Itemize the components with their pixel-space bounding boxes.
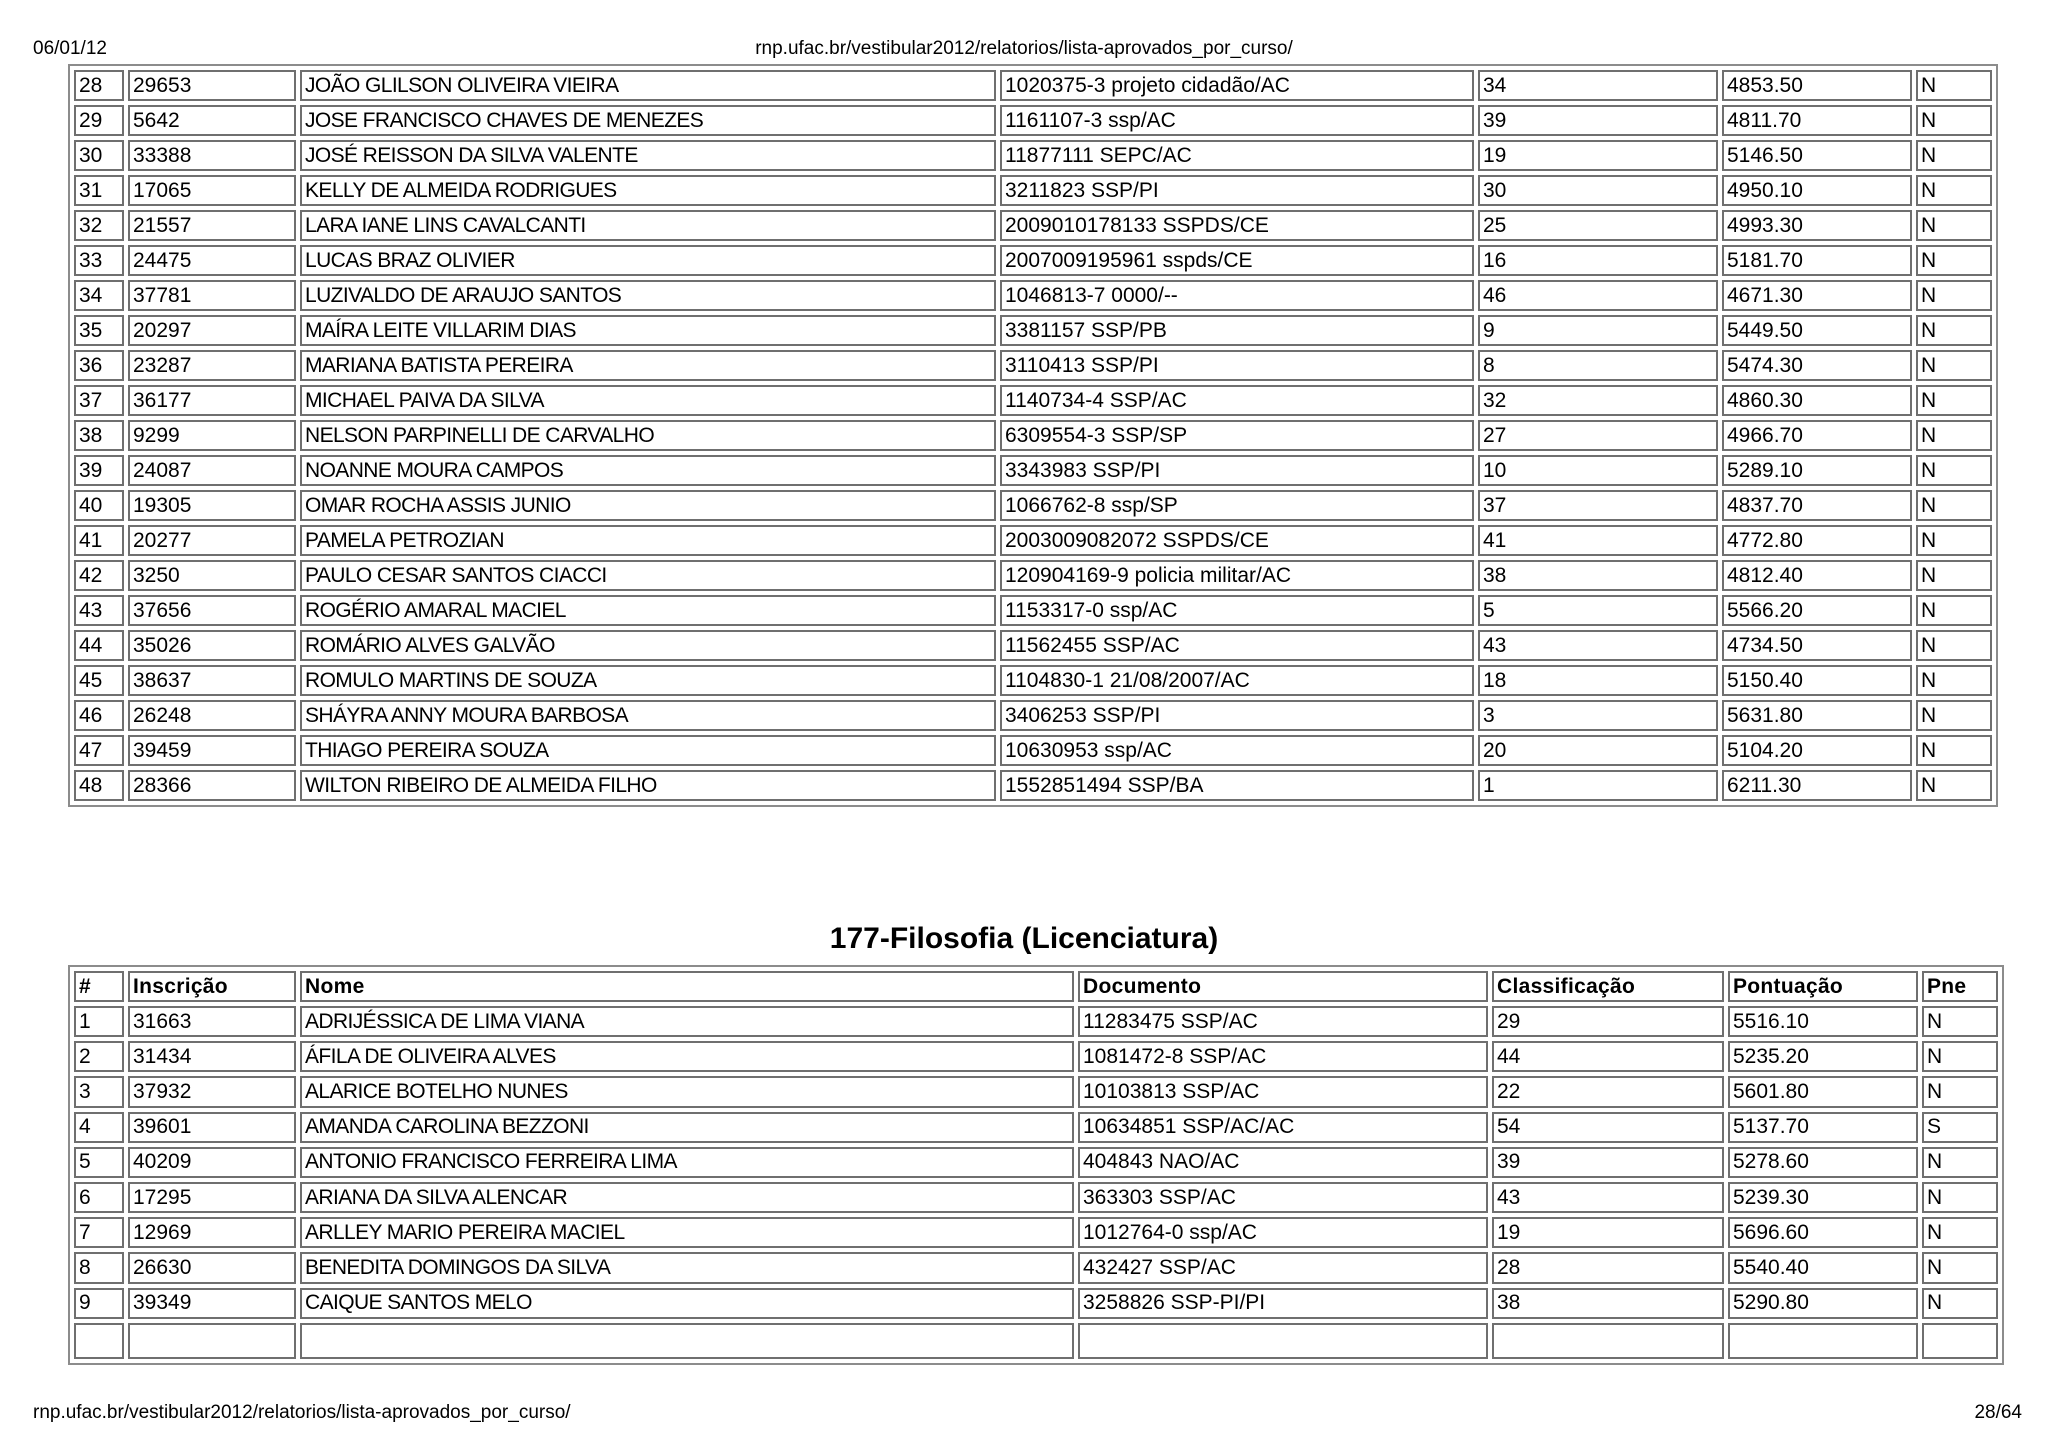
cell-classificacao: 30 <box>1478 175 1718 206</box>
cell-pontuacao: 5278.60 <box>1728 1147 1918 1178</box>
cell-pne: N <box>1922 1041 1998 1072</box>
cell-classificacao: 3 <box>1478 700 1718 731</box>
table-row <box>74 140 1992 171</box>
cell-number: 28 <box>74 70 124 101</box>
cell-documento: 2007009195961 sspds/CE <box>1000 245 1474 276</box>
cell-pne: N <box>1916 140 1992 171</box>
cell-pontuacao: 4966.70 <box>1722 420 1912 451</box>
cell-documento: 1012764-0 ssp/AC <box>1078 1217 1488 1248</box>
cell-pne: N <box>1916 595 1992 626</box>
cell-pne: N <box>1916 525 1992 556</box>
col-header-inscricao: Inscrição <box>128 971 296 1002</box>
cell-pontuacao: 5289.10 <box>1722 455 1912 486</box>
table-row <box>74 560 1992 591</box>
col-header-nome: Nome <box>300 971 1074 1002</box>
table-row <box>74 455 1992 486</box>
cell-pne <box>1922 1323 1998 1359</box>
cell-pontuacao: 4671.30 <box>1722 280 1912 311</box>
cell-nome: NELSON PARPINELLI DE CARVALHO <box>300 420 996 451</box>
cell-classificacao: 27 <box>1478 420 1718 451</box>
cell-nome: KELLY DE ALMEIDA RODRIGUES <box>300 175 996 206</box>
cell-documento: 3258826 SSP-PI/PI <box>1078 1288 1488 1319</box>
cell-classificacao: 16 <box>1478 245 1718 276</box>
cell-number: 47 <box>74 735 124 766</box>
cell-classificacao: 9 <box>1478 315 1718 346</box>
cell-pne: S <box>1922 1112 1998 1143</box>
cell-pontuacao: 5449.50 <box>1722 315 1912 346</box>
cell-pne: N <box>1916 665 1992 696</box>
cell-number <box>74 1323 124 1359</box>
cell-classificacao: 37 <box>1478 490 1718 521</box>
cell-classificacao: 10 <box>1478 455 1718 486</box>
cell-pne: N <box>1922 1006 1998 1037</box>
table-row <box>74 70 1992 101</box>
table-row <box>74 770 1992 801</box>
table-row <box>74 665 1992 696</box>
cell-pne: N <box>1916 420 1992 451</box>
cell-nome: ÁFILA DE OLIVEIRA ALVES <box>300 1041 1074 1072</box>
cell-inscricao: 12969 <box>128 1217 296 1248</box>
cell-documento: 1066762-8 ssp/SP <box>1000 490 1474 521</box>
cell-classificacao: 18 <box>1478 665 1718 696</box>
cell-inscricao: 20277 <box>128 525 296 556</box>
cell-inscricao: 31663 <box>128 1006 296 1037</box>
table-row <box>74 385 1992 416</box>
cell-number: 43 <box>74 595 124 626</box>
cell-inscricao: 35026 <box>128 630 296 661</box>
cell-inscricao <box>128 1323 296 1359</box>
cell-pne: N <box>1916 70 1992 101</box>
cell-classificacao: 5 <box>1478 595 1718 626</box>
table-row <box>74 420 1992 451</box>
cell-documento: 1020375-3 projeto cidadão/AC <box>1000 70 1474 101</box>
table-row <box>74 210 1992 241</box>
cell-inscricao: 33388 <box>128 140 296 171</box>
cell-pne: N <box>1916 315 1992 346</box>
table-row <box>74 105 1992 136</box>
cell-inscricao: 37781 <box>128 280 296 311</box>
cell-classificacao: 54 <box>1492 1112 1724 1143</box>
table-row <box>74 315 1992 346</box>
results-table-body <box>74 70 1992 801</box>
cell-inscricao: 38637 <box>128 665 296 696</box>
table-row <box>74 1006 1998 1037</box>
cell-nome: MICHAEL PAIVA DA SILVA <box>300 385 996 416</box>
cell-nome: THIAGO PEREIRA SOUZA <box>300 735 996 766</box>
cell-pontuacao: 5474.30 <box>1722 350 1912 381</box>
table-row <box>74 245 1992 276</box>
cell-number: 1 <box>74 1006 124 1037</box>
cell-pontuacao: 4993.30 <box>1722 210 1912 241</box>
cell-number: 7 <box>74 1217 124 1248</box>
cell-number: 4 <box>74 1112 124 1143</box>
cell-classificacao: 38 <box>1478 560 1718 591</box>
cell-documento: 1104830-1 21/08/2007/AC <box>1000 665 1474 696</box>
table-row <box>74 525 1992 556</box>
cell-classificacao: 1 <box>1478 770 1718 801</box>
cell-documento: 1153317-0 ssp/AC <box>1000 595 1474 626</box>
cell-nome: LUZIVALDO DE ARAUJO SANTOS <box>300 280 996 311</box>
cell-nome: CAIQUE SANTOS MELO <box>300 1288 1074 1319</box>
cell-nome: WILTON RIBEIRO DE ALMEIDA FILHO <box>300 770 996 801</box>
cell-pontuacao: 4734.50 <box>1722 630 1912 661</box>
results-table-filosofia <box>68 965 2004 1365</box>
table-header-row <box>74 971 1998 1002</box>
cell-number: 29 <box>74 105 124 136</box>
col-header-pne: Pne <box>1922 971 1998 1002</box>
cell-pontuacao: 6211.30 <box>1722 770 1912 801</box>
cell-classificacao: 43 <box>1492 1182 1724 1213</box>
cell-number: 6 <box>74 1182 124 1213</box>
cell-classificacao: 39 <box>1492 1147 1724 1178</box>
cell-classificacao: 41 <box>1478 525 1718 556</box>
cell-pne: N <box>1916 770 1992 801</box>
cell-documento: 1140734-4 SSP/AC <box>1000 385 1474 416</box>
cell-documento: 1552851494 SSP/BA <box>1000 770 1474 801</box>
cell-inscricao: 23287 <box>128 350 296 381</box>
table-row <box>74 1112 1998 1143</box>
cell-pontuacao: 5150.40 <box>1722 665 1912 696</box>
cell-number: 31 <box>74 175 124 206</box>
cell-pne: N <box>1916 700 1992 731</box>
cell-pne: N <box>1916 560 1992 591</box>
cell-pontuacao: 4853.50 <box>1722 70 1912 101</box>
col-header-documento: Documento <box>1078 971 1488 1002</box>
cell-inscricao: 21557 <box>128 210 296 241</box>
cell-pontuacao: 4811.70 <box>1722 105 1912 136</box>
cell-classificacao: 39 <box>1478 105 1718 136</box>
cell-inscricao: 24475 <box>128 245 296 276</box>
cell-number: 44 <box>74 630 124 661</box>
cell-inscricao: 39459 <box>128 735 296 766</box>
cell-inscricao: 9299 <box>128 420 296 451</box>
cell-inscricao: 39349 <box>128 1288 296 1319</box>
table-row <box>74 1076 1998 1107</box>
cell-classificacao <box>1492 1323 1724 1359</box>
cell-inscricao: 20297 <box>128 315 296 346</box>
cell-nome: ROMÁRIO ALVES GALVÃO <box>300 630 996 661</box>
cell-nome: NOANNE MOURA CAMPOS <box>300 455 996 486</box>
cell-number: 32 <box>74 210 124 241</box>
cell-nome: AMANDA CAROLINA BEZZONI <box>300 1112 1074 1143</box>
cell-number: 40 <box>74 490 124 521</box>
col-header-classificacao: Classificação <box>1492 971 1724 1002</box>
cell-pne: N <box>1922 1147 1998 1178</box>
cell-nome: SHÁYRA ANNY MOURA BARBOSA <box>300 700 996 731</box>
cell-nome: ARIANA DA SILVA ALENCAR <box>300 1182 1074 1213</box>
cell-pontuacao: 5146.50 <box>1722 140 1912 171</box>
cell-number: 36 <box>74 350 124 381</box>
cell-pne: N <box>1916 175 1992 206</box>
cell-inscricao: 29653 <box>128 70 296 101</box>
cell-classificacao: 29 <box>1492 1006 1724 1037</box>
table-row <box>74 630 1992 661</box>
cell-nome <box>300 1323 1074 1359</box>
cell-number: 42 <box>74 560 124 591</box>
cell-pne: N <box>1922 1288 1998 1319</box>
cell-pontuacao: 5137.70 <box>1728 1112 1918 1143</box>
cell-nome: LUCAS BRAZ OLIVIER <box>300 245 996 276</box>
table-row <box>74 1323 1998 1359</box>
cell-classificacao: 43 <box>1478 630 1718 661</box>
cell-inscricao: 26248 <box>128 700 296 731</box>
cell-inscricao: 39601 <box>128 1112 296 1143</box>
table-row <box>74 490 1992 521</box>
cell-classificacao: 8 <box>1478 350 1718 381</box>
page-header-url: rnp.ufac.br/vestibular2012/relatorios/lista-aprovados_por_curso/ <box>755 38 1293 59</box>
cell-pontuacao: 4772.80 <box>1722 525 1912 556</box>
cell-documento: 3211823 SSP/PI <box>1000 175 1474 206</box>
cell-nome: ROMULO MARTINS DE SOUZA <box>300 665 996 696</box>
cell-pontuacao: 4860.30 <box>1722 385 1912 416</box>
cell-number: 30 <box>74 140 124 171</box>
cell-nome: LARA IANE LINS CAVALCANTI <box>300 210 996 241</box>
table-row <box>74 1041 1998 1072</box>
cell-documento: 11877111 SEPC/AC <box>1000 140 1474 171</box>
cell-number: 5 <box>74 1147 124 1178</box>
cell-number: 41 <box>74 525 124 556</box>
cell-number: 38 <box>74 420 124 451</box>
cell-documento: 11283475 SSP/AC <box>1078 1006 1488 1037</box>
results-table-body <box>74 1006 1998 1359</box>
cell-number: 34 <box>74 280 124 311</box>
cell-pontuacao: 4950.10 <box>1722 175 1912 206</box>
cell-number: 45 <box>74 665 124 696</box>
cell-inscricao: 31434 <box>128 1041 296 1072</box>
cell-inscricao: 28366 <box>128 770 296 801</box>
cell-inscricao: 40209 <box>128 1147 296 1178</box>
cell-documento: 1081472-8 SSP/AC <box>1078 1041 1488 1072</box>
cell-classificacao: 19 <box>1478 140 1718 171</box>
cell-pontuacao: 5516.10 <box>1728 1006 1918 1037</box>
cell-nome: PAULO CESAR SANTOS CIACCI <box>300 560 996 591</box>
cell-pontuacao: 5631.80 <box>1722 700 1912 731</box>
cell-pne: N <box>1916 280 1992 311</box>
cell-nome: JOSÉ REISSON DA SILVA VALENTE <box>300 140 996 171</box>
cell-pontuacao: 5104.20 <box>1722 735 1912 766</box>
cell-documento <box>1078 1323 1488 1359</box>
cell-pne: N <box>1916 245 1992 276</box>
page-header-date: 06/01/12 <box>33 38 107 59</box>
cell-inscricao: 37932 <box>128 1076 296 1107</box>
cell-pne: N <box>1922 1252 1998 1283</box>
cell-pontuacao: 5235.20 <box>1728 1041 1918 1072</box>
cell-classificacao: 19 <box>1492 1217 1724 1248</box>
table-row <box>74 350 1992 381</box>
cell-inscricao: 36177 <box>128 385 296 416</box>
cell-nome: ALARICE BOTELHO NUNES <box>300 1076 1074 1107</box>
cell-pne: N <box>1916 350 1992 381</box>
cell-documento: 3381157 SSP/PB <box>1000 315 1474 346</box>
page-number: 28/64 <box>1974 1402 2022 1423</box>
cell-pne: N <box>1922 1182 1998 1213</box>
cell-pontuacao: 5601.80 <box>1728 1076 1918 1107</box>
cell-nome: BENEDITA DOMINGOS DA SILVA <box>300 1252 1074 1283</box>
cell-documento: 1161107-3 ssp/AC <box>1000 105 1474 136</box>
cell-documento: 10634851 SSP/AC/AC <box>1078 1112 1488 1143</box>
page-footer-url: rnp.ufac.br/vestibular2012/relatorios/lista-aprovados_por_curso/ <box>33 1402 571 1423</box>
cell-inscricao: 19305 <box>128 490 296 521</box>
cell-number: 46 <box>74 700 124 731</box>
cell-pontuacao: 5566.20 <box>1722 595 1912 626</box>
cell-nome: MARIANA BATISTA PEREIRA <box>300 350 996 381</box>
cell-classificacao: 32 <box>1478 385 1718 416</box>
cell-pontuacao: 5239.30 <box>1728 1182 1918 1213</box>
cell-nome: ADRIJÉSSICA DE LIMA VIANA <box>300 1006 1074 1037</box>
cell-documento: 6309554-3 SSP/SP <box>1000 420 1474 451</box>
cell-pne: N <box>1922 1076 1998 1107</box>
cell-documento: 2003009082072 SSPDS/CE <box>1000 525 1474 556</box>
cell-nome: JOÃO GLILSON OLIVEIRA VIEIRA <box>300 70 996 101</box>
cell-nome: ROGÉRIO AMARAL MACIEL <box>300 595 996 626</box>
cell-nome: ARLLEY MARIO PEREIRA MACIEL <box>300 1217 1074 1248</box>
cell-pne: N <box>1916 630 1992 661</box>
cell-inscricao: 37656 <box>128 595 296 626</box>
cell-pne: N <box>1916 490 1992 521</box>
cell-documento: 10630953 ssp/AC <box>1000 735 1474 766</box>
cell-nome: OMAR ROCHA ASSIS JUNIO <box>300 490 996 521</box>
cell-pontuacao: 5290.80 <box>1728 1288 1918 1319</box>
table-row <box>74 1147 1998 1178</box>
results-table-previous-course <box>68 64 1998 807</box>
col-header-number: # <box>74 971 124 1002</box>
cell-classificacao: 38 <box>1492 1288 1724 1319</box>
cell-documento: 432427 SSP/AC <box>1078 1252 1488 1283</box>
table-row <box>74 1217 1998 1248</box>
cell-pontuacao: 4837.70 <box>1722 490 1912 521</box>
cell-classificacao: 22 <box>1492 1076 1724 1107</box>
cell-classificacao: 46 <box>1478 280 1718 311</box>
table-row <box>74 1252 1998 1283</box>
cell-number: 2 <box>74 1041 124 1072</box>
cell-classificacao: 34 <box>1478 70 1718 101</box>
cell-documento: 10103813 SSP/AC <box>1078 1076 1488 1107</box>
cell-inscricao: 26630 <box>128 1252 296 1283</box>
table-row <box>74 175 1992 206</box>
cell-pne: N <box>1916 210 1992 241</box>
cell-inscricao: 17065 <box>128 175 296 206</box>
table-row <box>74 595 1992 626</box>
cell-documento: 2009010178133 SSPDS/CE <box>1000 210 1474 241</box>
course-title: 177-Filosofia (Licenciatura) <box>829 922 1219 955</box>
cell-number: 8 <box>74 1252 124 1283</box>
cell-classificacao: 44 <box>1492 1041 1724 1072</box>
table-row <box>74 1288 1998 1319</box>
cell-pne: N <box>1922 1217 1998 1248</box>
cell-nome: JOSE FRANCISCO CHAVES DE MENEZES <box>300 105 996 136</box>
cell-nome: ANTONIO FRANCISCO FERREIRA LIMA <box>300 1147 1074 1178</box>
col-header-pontuacao: Pontuação <box>1728 971 1918 1002</box>
table-row <box>74 1182 1998 1213</box>
table-row <box>74 700 1992 731</box>
cell-inscricao: 17295 <box>128 1182 296 1213</box>
cell-documento: 1046813-7 0000/-- <box>1000 280 1474 311</box>
cell-nome: PAMELA PETROZIAN <box>300 525 996 556</box>
cell-number: 37 <box>74 385 124 416</box>
cell-classificacao: 20 <box>1478 735 1718 766</box>
cell-documento: 3406253 SSP/PI <box>1000 700 1474 731</box>
cell-pne: N <box>1916 735 1992 766</box>
cell-documento: 363303 SSP/AC <box>1078 1182 1488 1213</box>
cell-pontuacao: 5540.40 <box>1728 1252 1918 1283</box>
cell-pne: N <box>1916 385 1992 416</box>
table-row <box>74 735 1992 766</box>
cell-pne: N <box>1916 455 1992 486</box>
table-row <box>74 280 1992 311</box>
cell-classificacao: 25 <box>1478 210 1718 241</box>
cell-pontuacao: 5696.60 <box>1728 1217 1918 1248</box>
cell-classificacao: 28 <box>1492 1252 1724 1283</box>
cell-documento: 404843 NAO/AC <box>1078 1147 1488 1178</box>
cell-documento: 3343983 SSP/PI <box>1000 455 1474 486</box>
cell-documento: 11562455 SSP/AC <box>1000 630 1474 661</box>
cell-inscricao: 3250 <box>128 560 296 591</box>
cell-pontuacao <box>1728 1323 1918 1359</box>
cell-pontuacao: 5181.70 <box>1722 245 1912 276</box>
cell-number: 39 <box>74 455 124 486</box>
cell-documento: 3110413 SSP/PI <box>1000 350 1474 381</box>
cell-number: 3 <box>74 1076 124 1107</box>
cell-number: 48 <box>74 770 124 801</box>
cell-pontuacao: 4812.40 <box>1722 560 1912 591</box>
cell-nome: MAÍRA LEITE VILLARIM DIAS <box>300 315 996 346</box>
cell-pne: N <box>1916 105 1992 136</box>
cell-inscricao: 24087 <box>128 455 296 486</box>
cell-number: 9 <box>74 1288 124 1319</box>
cell-documento: 120904169-9 policia militar/AC <box>1000 560 1474 591</box>
cell-number: 35 <box>74 315 124 346</box>
cell-inscricao: 5642 <box>128 105 296 136</box>
cell-number: 33 <box>74 245 124 276</box>
